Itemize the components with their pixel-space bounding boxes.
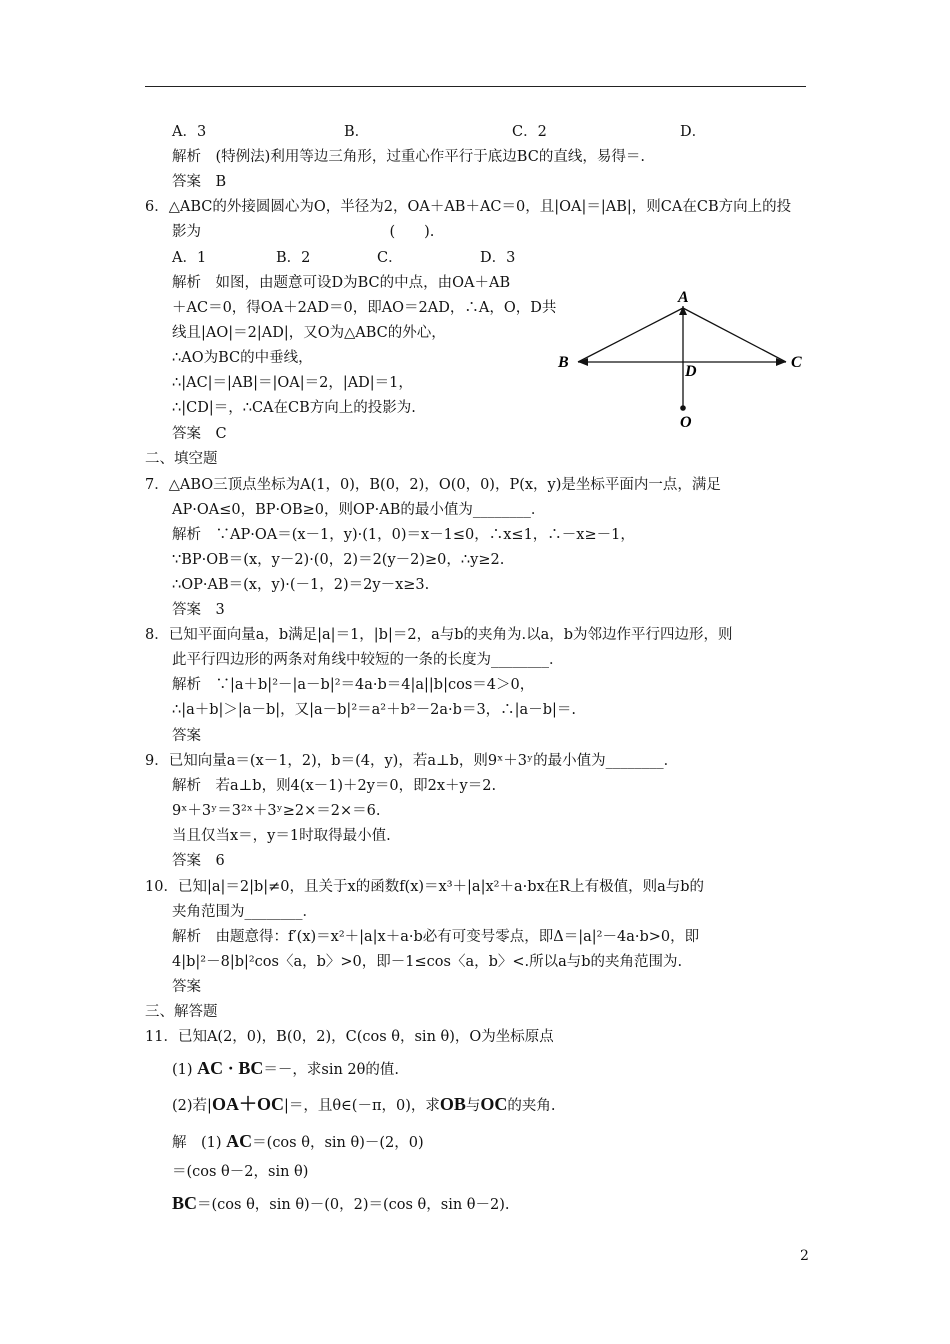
label-a: A: [678, 289, 689, 306]
q9-answer: 答案 6: [172, 853, 225, 869]
q6-analysis-line: ∴|CD|＝，∴CA在CB方向上的投影为.: [172, 400, 416, 416]
arrow-a: [679, 306, 687, 315]
q11-part2: [172, 1094, 555, 1116]
q9-stem: 9．已知向量a＝(x－1，2)，b＝(4，y)，若a⊥b，则9ˣ＋3ʸ的最小值为________．: [145, 753, 679, 769]
q11-part1-text: ＝－，求sin 2θ的值.: [263, 1062, 399, 1078]
vector-ob: OB: [439, 1094, 466, 1114]
q6-option-a: A．1: [172, 250, 207, 266]
vector-oc: OC: [480, 1094, 508, 1114]
q11-part2-and: 与: [465, 1098, 481, 1114]
header-rule: [145, 86, 806, 87]
q7-stem-line2: AP·OA≤0，BP·OB≥0，则OP·AB的最小值为________．: [172, 502, 546, 518]
page-number: 2: [800, 1248, 809, 1264]
q7-analysis-line: ∴OP·AB＝(x，y)·(－1，2)＝2y－x≥3.: [172, 577, 430, 593]
vector-oc: OC: [256, 1094, 284, 1114]
label-b: B: [558, 354, 569, 371]
solution-text: ＝(cos θ，sin θ)－(0，2)＝(cos θ，sin θ－2).: [197, 1197, 510, 1213]
q6-analysis-line: ∴|AC|＝|AB|＝|OA|＝2，|AD|＝1，: [172, 375, 413, 391]
q8-stem-line1: 8．已知平面向量a，b满足|a|＝1，|b|＝2，a与b的夹角为.以a，b为邻边作平行四边形，则: [145, 627, 733, 643]
vector-bc: BC: [172, 1193, 198, 1213]
dot-operator: ·: [227, 1058, 234, 1078]
q5-option-d: D．: [680, 124, 707, 140]
q6-analysis-line: ∴AO为BC的中垂线，: [172, 350, 313, 366]
q11-solution-line3: [172, 1193, 510, 1215]
q6-stem-line1: 6．△ABC的外接圆圆心为O，半径为2，OA＋AB＋AC＝0，且|OA|＝|AB|，则CA在CB方向上的投: [145, 199, 792, 215]
q10-analysis-line: 解析 由题意得：f′(x)＝x²＋|a|x＋a·b必有可变号零点，即Δ＝|a|²－4a·b>0，即: [172, 929, 700, 945]
q11-part2-middle: |＝，且θ∈(－π，0)，求: [283, 1098, 440, 1114]
vector-ac: AC: [197, 1058, 224, 1078]
point-o: [680, 405, 686, 411]
q10-stem-line2: 夹角范围为________．: [172, 904, 317, 920]
q11-part2-end: 的夹角.: [507, 1098, 556, 1114]
q8-answer: 答案: [172, 728, 201, 744]
q11-solution-line1: [172, 1131, 424, 1153]
solution-prefix: 解 (1): [172, 1135, 222, 1151]
label-d: D: [685, 363, 697, 380]
q6-option-b: B．2: [276, 250, 311, 266]
q7-stem-line1: 7．△ABO三顶点坐标为A(1，0)，B(0，2)，O(0，0)，P(x，y)是坐标平面内一点，满足: [145, 477, 721, 493]
plus-operator: ＋: [238, 1094, 257, 1114]
vector-oa: OA: [211, 1094, 239, 1114]
q11-solution-line2: ＝(cos θ－2，sin θ): [172, 1164, 309, 1180]
q6-analysis-line: ＋AC＝0，得OA＋2AD＝0，即AO＝2AD，∴A，O，D共: [172, 300, 557, 316]
q7-analysis-line: ∵BP·OB＝(x，y－2)·(0，2)＝2(y－2)≥0，∴y≥2.: [172, 552, 505, 568]
q10-answer: 答案: [172, 979, 201, 995]
label-c: C: [791, 354, 802, 371]
side-ac: [683, 308, 786, 362]
q10-analysis-line: 4|b|²－8|b|²cos〈a，b〉>0，即－1≤cos〈a，b〉<.所以a与b的夹角范围为.: [172, 954, 683, 970]
q9-analysis-line: 9ˣ＋3ʸ＝3²ˣ＋3ʸ≥2×＝2×＝6.: [172, 803, 381, 819]
q11-part1-number: (1): [172, 1062, 193, 1078]
q9-analysis-line: 当且仅当x＝，y＝1时取得最小值.: [172, 828, 391, 844]
q5-option-c: C．2: [512, 124, 547, 140]
q11-part2-prefix: (2)若|: [172, 1098, 212, 1114]
solution-text: ＝(cos θ，sin θ)－(2，0): [252, 1135, 424, 1151]
vector-ac: AC: [226, 1131, 253, 1151]
q5-analysis: 解析 (特例法)利用等边三角形，过重心作平行于底边BC的直线，易得＝.: [172, 149, 645, 165]
q5-option-a: A．3: [172, 124, 207, 140]
side-ab: [578, 308, 683, 362]
q6-analysis-line: 解析 如图，由题意可设D为BC的中点，由OA＋AB: [172, 275, 511, 291]
section-fill-in: 二、填空题: [145, 451, 218, 467]
vector-bc: BC: [238, 1058, 264, 1078]
q5-option-b: B．: [344, 124, 370, 140]
q11-part1: [172, 1058, 399, 1080]
q5-answer: 答案 B: [172, 174, 227, 190]
q8-stem-line2: 此平行四边形的两条对角线中较短的一条的长度为________．: [172, 652, 564, 668]
q6-answer: 答案 C: [172, 426, 227, 442]
q11-stem: 11．已知A(2，0)，B(0，2)，C(cos θ，sin θ)，O为坐标原点: [145, 1029, 554, 1045]
q9-analysis-line: 解析 若a⊥b，则4(x－1)＋2y＝0，即2x＋y＝2.: [172, 778, 497, 794]
q7-analysis-line: 解析 ∵AP·OA＝(x－1，y)·(1，0)＝x－1≤0，∴x≤1，∴－x≥－1，: [172, 527, 635, 543]
q8-analysis-line: ∴|a＋b|＞|a－b|，又|a－b|²＝a²＋b²－2a·b＝3，∴|a－b|＝.: [172, 702, 576, 718]
q6-stem-line2: 影为 ( ).: [172, 224, 435, 240]
q8-analysis-line: 解析 ∵|a＋b|²－|a－b|²＝4a·b＝4|a||b|cos＝4＞0，: [172, 677, 535, 693]
q6-analysis-line: 线且|AO|＝2|AD|，又O为△ABC的外心，: [172, 325, 446, 341]
label-o: O: [680, 414, 692, 431]
q10-stem-line1: 10．已知|a|＝2|b|≠0，且关于x的函数f(x)＝x³＋|a|x²＋a·bx在R上有极值，则a与b的: [145, 879, 705, 895]
q6-option-c: C．: [377, 250, 403, 266]
q6-option-d: D．3: [480, 250, 516, 266]
triangle-figure: [548, 282, 818, 432]
q7-answer: 答案 3: [172, 602, 225, 618]
section-solutions: 三、解答题: [145, 1004, 218, 1020]
